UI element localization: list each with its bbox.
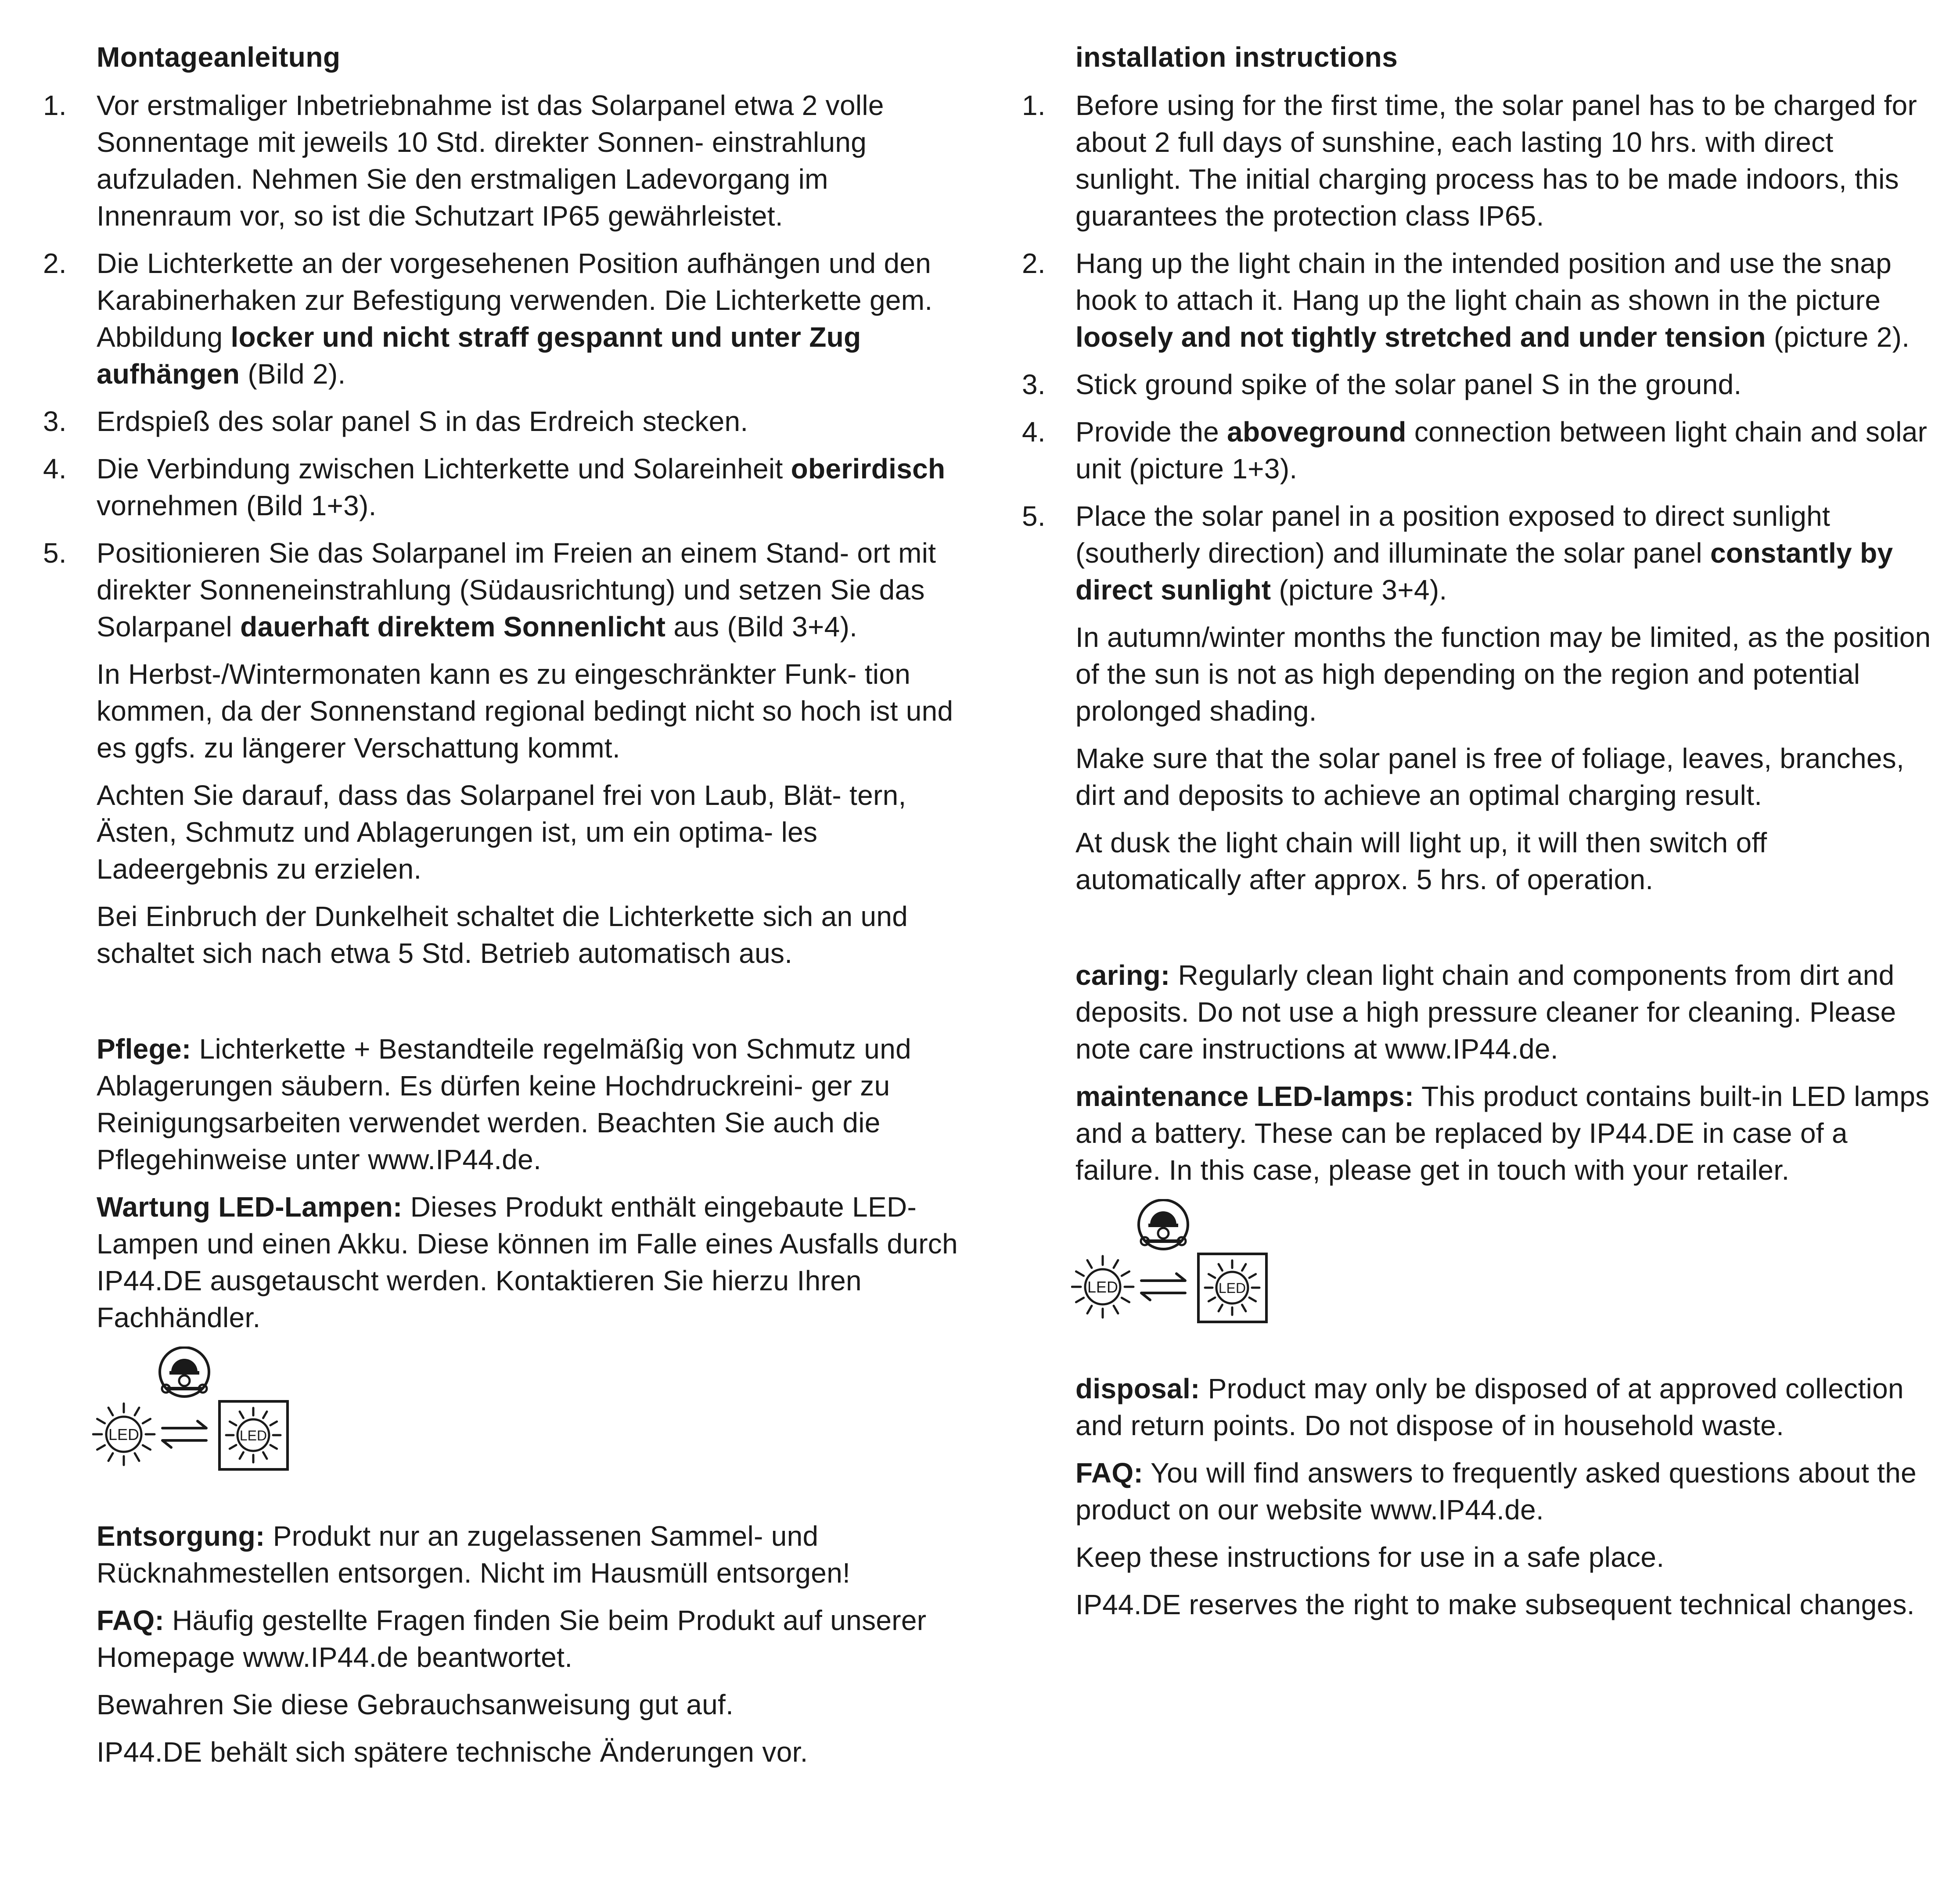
step-number: 1.	[1022, 90, 1046, 121]
step-2	[43, 245, 970, 392]
step-text: Stick ground spike of the solar panel S in the ground.	[1075, 369, 1742, 400]
keep-note-en: Keep these instructions for use in a safe place.	[1075, 1541, 1665, 1573]
note-paragraph: Achten Sie darauf, dass das Solarpanel frei von Laub, Blät- tern, Ästen, Schmutz und Ablagerungen ist, um ein optima- les Ladeergebnis zu erzielen.	[97, 779, 906, 885]
rights-note-en: IP44.DE reserves the right to make subsequent technical changes.	[1075, 1589, 1915, 1620]
svg-text:LED: LED	[239, 1428, 267, 1443]
step-text: (picture 2).	[1766, 321, 1910, 353]
faq-de: FAQ: Häufig gestellte Fragen finden Sie beim Produkt auf unserer Homepage www.IP44.de beantwortet.	[97, 1605, 927, 1673]
svg-text:LED: LED	[1087, 1278, 1118, 1296]
svg-text:LED: LED	[1218, 1280, 1246, 1296]
step-emphasis: dauerhaft direktem Sonnenlicht	[240, 611, 666, 643]
heading-de: Montageanleitung	[97, 41, 341, 73]
swap-arrows-icon	[162, 1421, 206, 1447]
column-english	[1022, 39, 1936, 1634]
step-number: 3.	[43, 406, 67, 437]
step-2	[1022, 245, 1936, 355]
led-replacement-box-icon	[219, 1401, 288, 1469]
note-paragraph: In Herbst-/Wintermonaten kann es zu eingeschränkter Funk- tion kommen, da der Sonnenstand regional bedingt nicht so hoch ist und es ggfs. zu längerer Verschattung kommt.	[97, 658, 953, 764]
step-number: 5.	[43, 537, 67, 569]
note-paragraph: Make sure that the solar panel is free of foliage, leaves, branches, dirt and deposits to achieve an optimal charging result.	[1075, 743, 1905, 811]
care-de: Pflege: Lichterkette + Bestandteile regelmäßig von Schmutz und Ablagerungen säubern. Es dürfen keine Hochdruckreini- ger zu Reinigungsarbeiten verwendet werden. Beachten Sie auch die Pflegehinweise unter www.IP44.de.	[97, 1033, 911, 1175]
step-text: Erdspieß des solar panel S in das Erdreich stecken.	[97, 406, 748, 437]
step-4	[43, 450, 970, 524]
step-emphasis: locker und nicht straff gespannt und unter Zug aufhängen	[97, 321, 861, 390]
step-emphasis: loosely and not tightly stretched and under tension	[1075, 321, 1766, 353]
led-replacement-box-icon	[1198, 1254, 1266, 1322]
maintenance-de: Wartung LED-Lampen: Dieses Produkt enthält eingebaute LED-Lampen und einen Akku. Diese können im Falle eines Ausfalls durch IP44.DE ausgetauscht werden. Kontaktieren Sie hierzu Ihren Fachhändler.	[97, 1191, 958, 1333]
step-text: (picture 3+4).	[1271, 574, 1447, 606]
steps-en	[1022, 87, 1936, 608]
step-1	[43, 87, 970, 234]
step-number: 5.	[1022, 500, 1046, 532]
step-text: Hang up the light chain in the intended position and use the snap hook to attach it. Hang up the light chain as shown in the picture	[1075, 248, 1892, 316]
step-text: Provide the	[1075, 416, 1227, 448]
disposal-en: disposal: Product may only be disposed of at approved collection and return points. Do not dispose of in household waste.	[1075, 1373, 1904, 1441]
step-text: aus (Bild 3+4).	[665, 611, 858, 643]
disposal-de: Entsorgung: Produkt nur an zugelassenen Sammel- und Rücknahmestellen entsorgen. Nicht im Hausmüll entsorgen!	[97, 1520, 851, 1589]
note-paragraph: Bei Einbruch der Dunkelheit schaltet die Lichterkette sich an und schaltet sich nach etwa 5 Std. Betrieb automatisch aus.	[97, 901, 908, 969]
step-3	[1022, 366, 1936, 403]
step-number: 3.	[1022, 369, 1046, 400]
step-emphasis: aboveground	[1227, 416, 1406, 448]
step-text: Vor erstmaliger Inbetriebnahme ist das Solarpanel etwa 2 volle Sonnentage mit jeweils 10 Std. direkter Sonnen- einstrahlung aufzuladen. Nehmen Sie den erstmaligen Ladevorgang im Innenraum vor, so ist die Schutzart IP65 gewährleistet.	[97, 90, 884, 232]
svg-text:LED: LED	[108, 1425, 140, 1443]
notes-en	[1075, 619, 1936, 898]
step-text: Place the solar panel in a position exposed to direct sunlight (southerly direction) and illuminate the solar panel	[1075, 500, 1831, 569]
step-text: Die Lichterkette an der vorgesehenen Position aufhängen und den Karabinerhaken zur Befestigung verwenden. Die Lichterkette gem. Abbildung	[97, 248, 933, 353]
technician-wrench-icon	[160, 1347, 209, 1397]
led-replacement-icons-en	[1071, 1199, 1282, 1331]
keep-note-de: Bewahren Sie diese Gebrauchsanweisung gut auf.	[97, 1689, 734, 1720]
rights-note-de: IP44.DE behält sich spätere technische Änderungen vor.	[97, 1736, 808, 1768]
care-en: caring: Regularly clean light chain and components from dirt and deposits. Do not use a high pressure cleaner for cleaning. Please note care instructions at www.IP44.de.	[1075, 959, 1896, 1065]
heading-en: installation instructions	[1075, 41, 1398, 73]
step-emphasis: oberirdisch	[791, 453, 946, 485]
steps-de	[43, 87, 970, 645]
swap-arrows-icon	[1141, 1274, 1185, 1300]
step-text: Before using for the first time, the solar panel has to be charged for about 2 full days of sunshine, each lasting 10 hrs. with direct sunlight. The initial charging process has to be made indoors, this guarantees the protection class IP65.	[1075, 90, 1917, 232]
led-replacement-icons-de	[92, 1346, 303, 1478]
step-4	[1022, 413, 1936, 487]
led-bulb-icon	[1072, 1256, 1133, 1318]
step-text: Die Verbindung zwischen Lichterkette und Solareinheit	[97, 453, 791, 485]
step-5	[43, 535, 970, 645]
step-1	[1022, 87, 1936, 234]
column-german	[43, 39, 970, 1781]
note-paragraph: At dusk the light chain will light up, it will then switch off automatically after approx. 5 hrs. of operation.	[1075, 827, 1767, 895]
maintenance-en: maintenance LED-lamps: This product contains built-in LED lamps and a battery. These can be replaced by IP44.DE in case of a failure. In this case, please get in touch with your retailer.	[1075, 1081, 1930, 1186]
step-text: vornehmen (Bild 1+3).	[97, 490, 377, 521]
step-number: 2.	[43, 248, 67, 279]
notes-de	[97, 656, 970, 972]
step-3	[43, 403, 970, 440]
led-bulb-icon	[93, 1404, 155, 1465]
note-paragraph: In autumn/winter months the function may be limited, as the position of the sun is not as high depending on the region and potential prolonged shading.	[1075, 621, 1931, 727]
step-5	[1022, 498, 1936, 608]
technician-wrench-icon	[1139, 1200, 1188, 1249]
step-number: 2.	[1022, 248, 1046, 279]
step-number: 1.	[43, 90, 67, 121]
step-number: 4.	[1022, 416, 1046, 448]
step-text: connection between light chain and solar unit (picture 1+3).	[1075, 416, 1928, 485]
step-number: 4.	[43, 453, 67, 485]
step-emphasis: constantly by direct sunlight	[1075, 537, 1893, 606]
faq-en: FAQ: You will find answers to frequently asked questions about the product on our website www.IP44.de.	[1075, 1457, 1917, 1526]
step-text: (Bild 2).	[240, 358, 346, 390]
step-text: Positionieren Sie das Solarpanel im Freien an einem Stand- ort mit direkter Sonneneinstrahlung (Südausrichtung) und setzen Sie das Solarpanel	[97, 537, 936, 643]
